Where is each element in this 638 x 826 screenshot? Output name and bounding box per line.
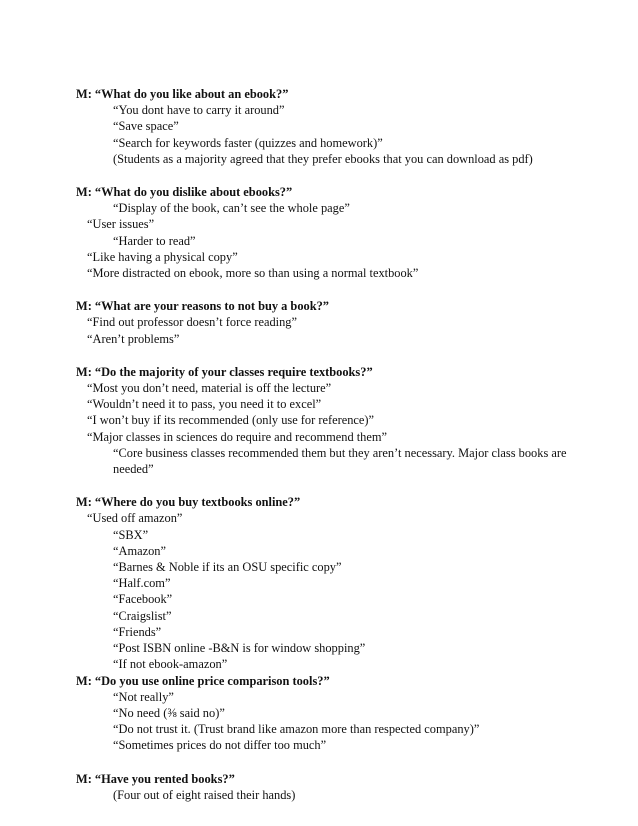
participant-response: “Do not trust it. (Trust brand like amazon more than respected company)” (113, 722, 480, 737)
participant-response: “Display of the book, can’t see the whole page” (113, 201, 350, 216)
participant-response: “Barnes & Noble if its an OSU specific copy” (113, 560, 342, 575)
moderator-question: M: “What do you like about an ebook?” (76, 87, 289, 101)
transcript-sections (76, 86, 596, 803)
moderator-question: M: “Do the majority of your classes require textbooks?” (76, 364, 373, 379)
participant-response: “Save space” (113, 119, 179, 134)
participant-response: “Search for keywords faster (quizzes and homework)” (113, 135, 383, 150)
participant-response: “Craigslist” (113, 608, 172, 623)
moderator-question: M: “Do you use online price comparison tools?” (76, 673, 330, 688)
participant-response: “Harder to read” (113, 233, 196, 248)
participant-response: “Half.com” (113, 576, 171, 591)
participant-response: “SBX” (113, 527, 149, 542)
participant-response: “Friends” (113, 624, 162, 639)
participant-response: “Find out professor doesn’t force reading” (87, 315, 298, 330)
participant-response: “No need (⅜ said no)” (113, 705, 225, 720)
participant-response: “Amazon” (113, 543, 166, 558)
qa-section (76, 184, 596, 281)
participant-response: “Wouldn’t need it to pass, you need it to excel” (87, 397, 322, 412)
moderator-question: M: “What are your reasons to not buy a book?” (76, 299, 329, 314)
qa-section (76, 673, 596, 754)
qa-section (76, 494, 596, 672)
qa-section (76, 86, 596, 167)
participant-response: “Used off amazon” (87, 511, 183, 526)
participant-response: “Aren’t problems” (87, 331, 180, 346)
participant-response: (Students as a majority agreed that they prefer ebooks that you can download as pdf) (113, 151, 533, 166)
participant-response: “If not ebook-amazon” (113, 657, 228, 672)
participant-response: “You dont have to carry it around” (113, 103, 285, 118)
qa-section (76, 771, 596, 803)
participant-response: “I won’t buy if its recommended (only use for reference)” (87, 413, 375, 428)
participant-response: “Sometimes prices do not differ too much” (113, 738, 327, 753)
moderator-question: M: “Have you rented books?” (76, 771, 235, 786)
qa-section (76, 364, 596, 477)
participant-response: “Major classes in sciences do require and recommend them” (87, 429, 388, 444)
participant-response: “Not really” (113, 689, 174, 704)
participant-response: “More distracted on ebook, more so than using a normal textbook” (87, 266, 419, 281)
moderator-question: M: “What do you dislike about ebooks?” (76, 185, 293, 200)
participant-response: “Post ISBN online -B&N is for window shopping” (113, 641, 366, 656)
qa-section (76, 298, 596, 347)
moderator-question: M: “Where do you buy textbooks online?” (76, 495, 301, 510)
participant-response: “Core business classes recommended them but they aren’t necessary. Major class books are needed” (113, 445, 567, 477)
participant-response: “Like having a physical copy” (87, 249, 238, 264)
participant-response: “User issues” (87, 217, 155, 232)
participant-response: (Four out of eight raised their hands) (113, 787, 296, 802)
participant-response: “Most you don’t need, material is off the lecture” (87, 381, 332, 396)
participant-response: “Facebook” (113, 592, 173, 607)
